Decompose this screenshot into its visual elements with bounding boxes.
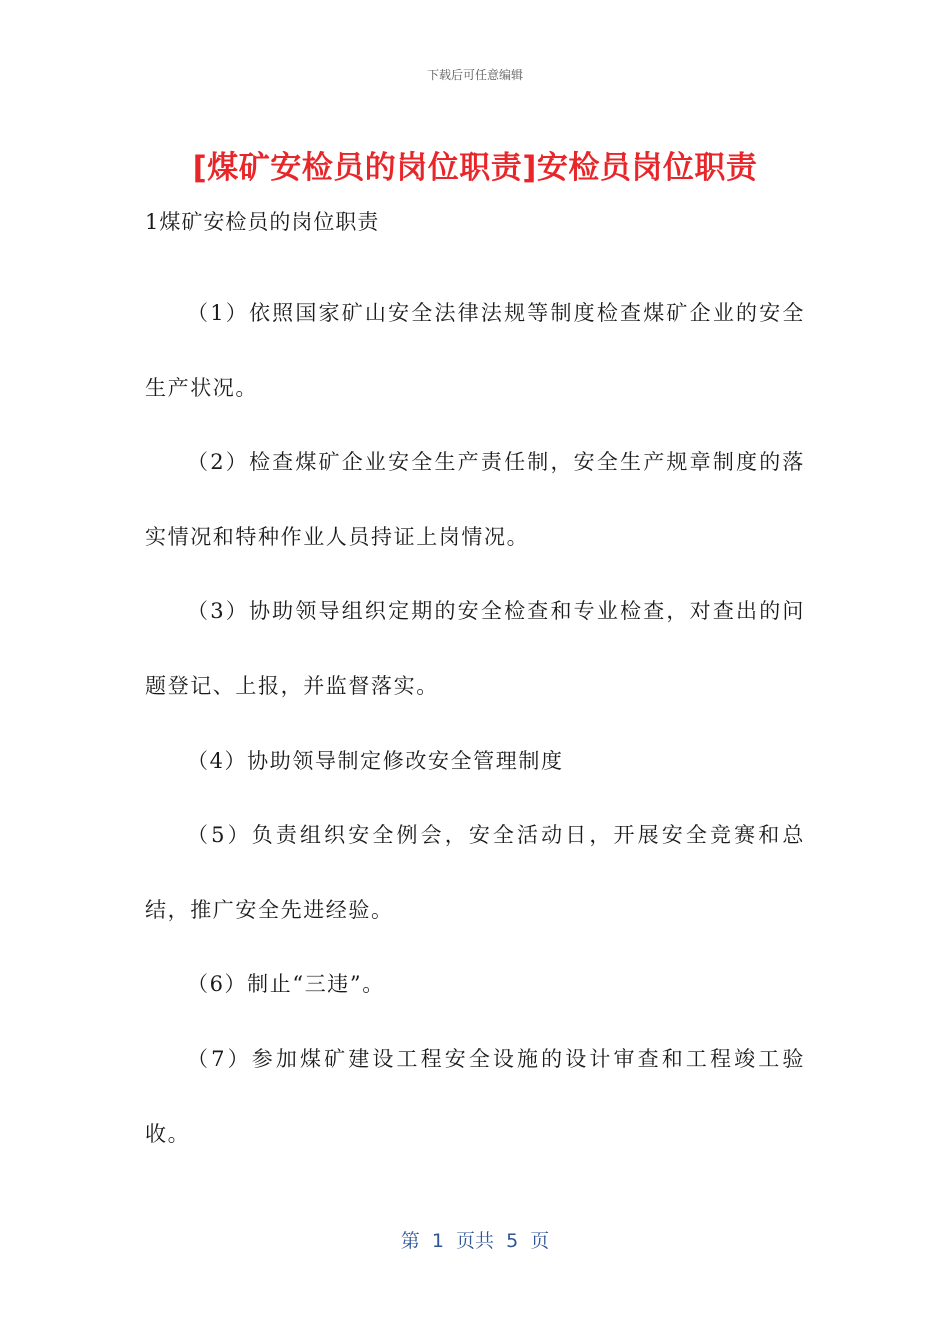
duty-paragraph-1: （1）依照国家矿山安全法律法规等制度检查煤矿企业的安全生产状况。 [145,301,805,400]
duty-paragraph-3: （3）协助领导组织定期的安全检查和专业检查，对查出的问题登记、上报，并监督落实。 [145,599,805,698]
header-note: 下载后可任意编辑 [426,68,523,82]
duty-paragraph-4: （4）协助领导制定修改安全管理制度 [187,748,564,773]
document-body [145,276,805,1171]
duty-paragraph-7: （7）参加煤矿建设工程安全设施的设计审查和工程竣工验收。 [145,1046,805,1146]
duty-paragraph-5: （5）负责组织安全例会，安全活动日，开展安全竞赛和总结，推广安全先进经验。 [145,823,805,922]
page-number-footer: 第 1 页共 5 页 [400,1230,550,1252]
document-title: [煤矿安检员的岗位职责]安检员岗位职责 [192,150,758,186]
duty-paragraph-2: （2）检查煤矿企业安全生产责任制，安全生产规章制度的落实情况和特种作业人员持证上岗情况。 [145,450,805,549]
duty-paragraph-6: （6）制止“三违”。 [187,972,385,997]
section-heading: 1煤矿安检员的岗位职责 [145,210,380,234]
